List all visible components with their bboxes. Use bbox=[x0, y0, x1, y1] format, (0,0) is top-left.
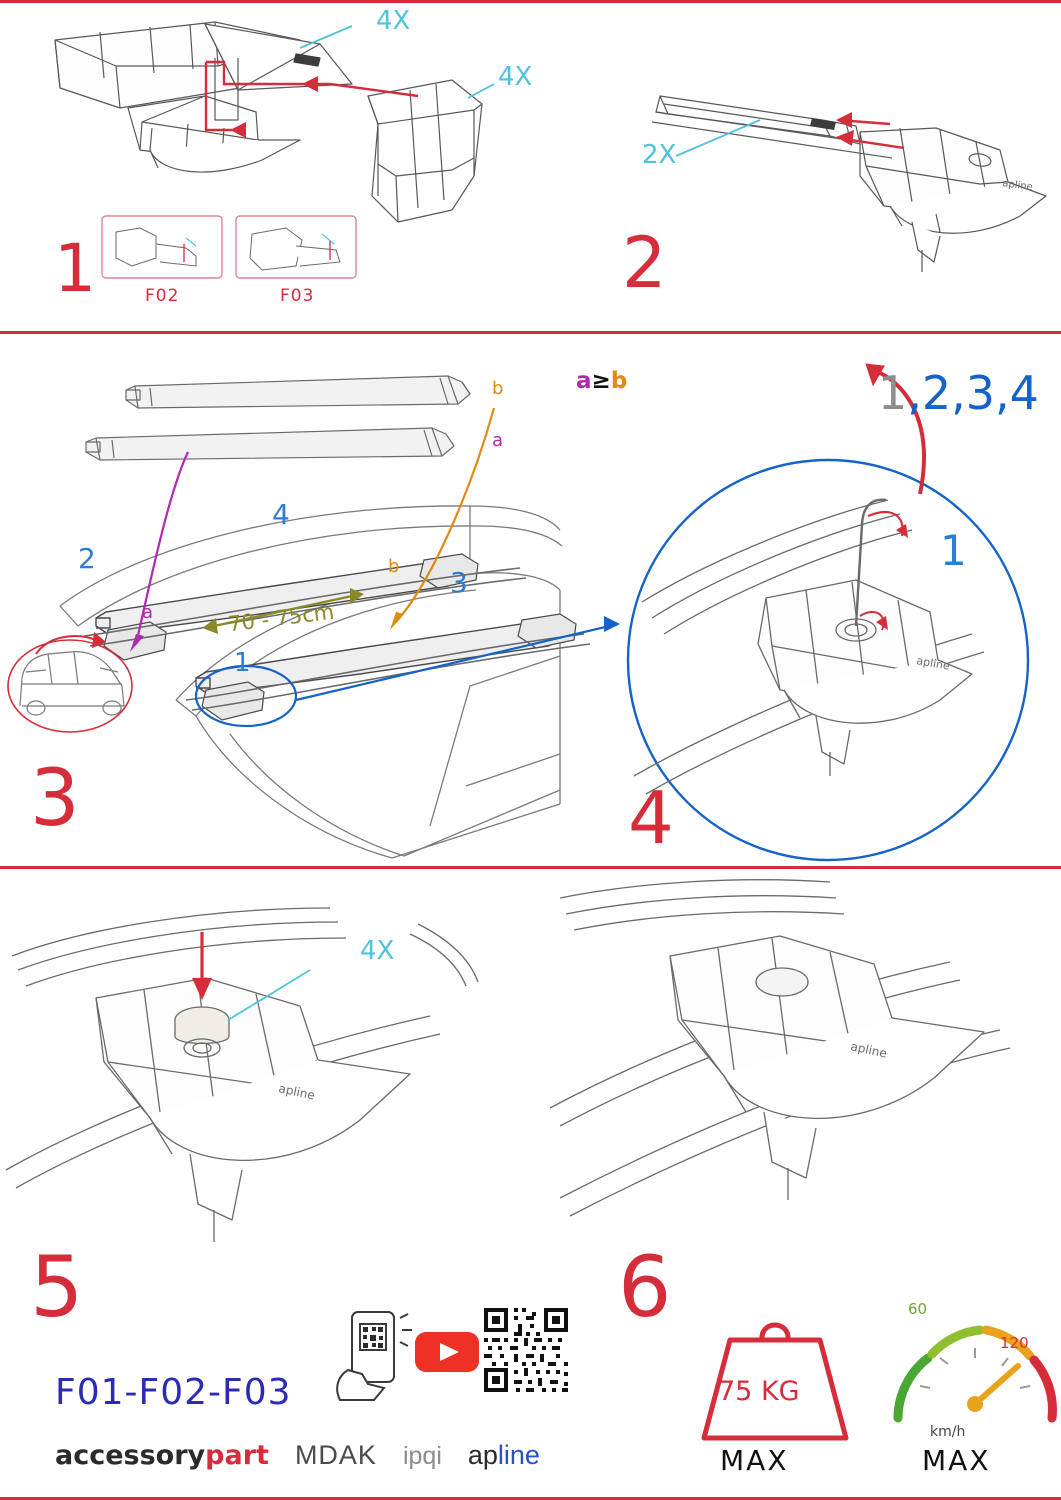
logo-apline bbox=[468, 1440, 540, 1471]
logo-accessorypart-part2: part bbox=[205, 1440, 269, 1471]
svg-text:apline: apline bbox=[277, 1081, 317, 1103]
step-3-distance-label: 70 - 75cm bbox=[226, 599, 336, 637]
step-1-qty-cover: 4X bbox=[498, 62, 533, 92]
step-3-position-3: 3 bbox=[450, 566, 468, 599]
speed-gauge-unit: km/h bbox=[930, 1424, 966, 1440]
step-1-variant-f02: F02 bbox=[145, 286, 180, 306]
divider-row2 bbox=[0, 866, 1061, 869]
step-5-illustration bbox=[0, 870, 530, 1270]
logo-accessorypart bbox=[55, 1440, 269, 1471]
svg-text:apline: apline bbox=[849, 1039, 889, 1061]
step-3-position-2: 2 bbox=[78, 542, 96, 575]
step-4-number: 4 bbox=[628, 776, 673, 860]
speed-gauge-min: 60 bbox=[908, 1300, 928, 1318]
step-3-bar-label-b-top: b bbox=[492, 378, 504, 399]
svg-text:apline: apline bbox=[915, 654, 951, 673]
speed-gauge-max: 120 bbox=[1000, 1334, 1029, 1352]
logo-apline-part2: line bbox=[497, 1440, 540, 1470]
qr-code-icon[interactable] bbox=[480, 1304, 572, 1396]
youtube-icon[interactable] bbox=[414, 1328, 480, 1376]
step-5-panel bbox=[0, 870, 530, 1270]
comparison-operator: ≥ bbox=[591, 368, 611, 394]
step-5-number: 5 bbox=[30, 1238, 83, 1336]
step-2-qty: 2X bbox=[642, 140, 677, 170]
step-3-number: 3 bbox=[30, 754, 79, 844]
step-6-number: 6 bbox=[618, 1238, 671, 1336]
model-code: F01-F02-F03 bbox=[55, 1372, 292, 1413]
weight-limit-value: 75 KG bbox=[718, 1376, 800, 1407]
step-4-callout-1: 1 bbox=[940, 526, 967, 575]
step-5-qty: 4X bbox=[360, 936, 395, 966]
comparison-left: a bbox=[576, 368, 592, 394]
step-3-illustration bbox=[0, 334, 620, 866]
step-1-panel bbox=[0, 0, 560, 331]
step-4-sequence: 1,2,3,4 bbox=[878, 366, 1039, 420]
step-3-bar-label-a-roof: a bbox=[142, 602, 154, 623]
step-3-position-1: 1 bbox=[234, 648, 251, 678]
step-5-result-illustration bbox=[530, 870, 1061, 1270]
step-1-variant-f03: F03 bbox=[280, 286, 315, 306]
step-3-panel bbox=[0, 334, 620, 866]
step-1-qty-top: 4X bbox=[376, 6, 411, 36]
weight-limit-caption: MAX bbox=[720, 1444, 789, 1477]
step-1-number: 1 bbox=[54, 230, 95, 307]
step-5-result-panel bbox=[530, 870, 1061, 1270]
step-3-position-4: 4 bbox=[272, 498, 290, 531]
weight-icon bbox=[690, 1300, 860, 1450]
step-3-bar-label-b-roof: b bbox=[388, 556, 400, 577]
step-3-bar-label-a-top: a bbox=[492, 430, 504, 451]
step-2-number: 2 bbox=[622, 222, 666, 304]
svg-text:apline: apline bbox=[1001, 178, 1034, 194]
step-4-panel bbox=[620, 334, 1061, 866]
comparison-right: b bbox=[610, 368, 628, 394]
speedometer-icon bbox=[880, 1300, 1061, 1450]
logo-apline-part1: ap bbox=[467, 1440, 498, 1470]
logo-ipqi: ipqi bbox=[402, 1442, 442, 1470]
speed-limit-caption: MAX bbox=[922, 1444, 991, 1477]
logo-mdak: MDAK bbox=[294, 1440, 377, 1470]
logo-accessorypart-part1: accessory bbox=[55, 1440, 206, 1471]
brand-logo-row bbox=[55, 1440, 540, 1471]
step-2-panel bbox=[560, 0, 1061, 331]
